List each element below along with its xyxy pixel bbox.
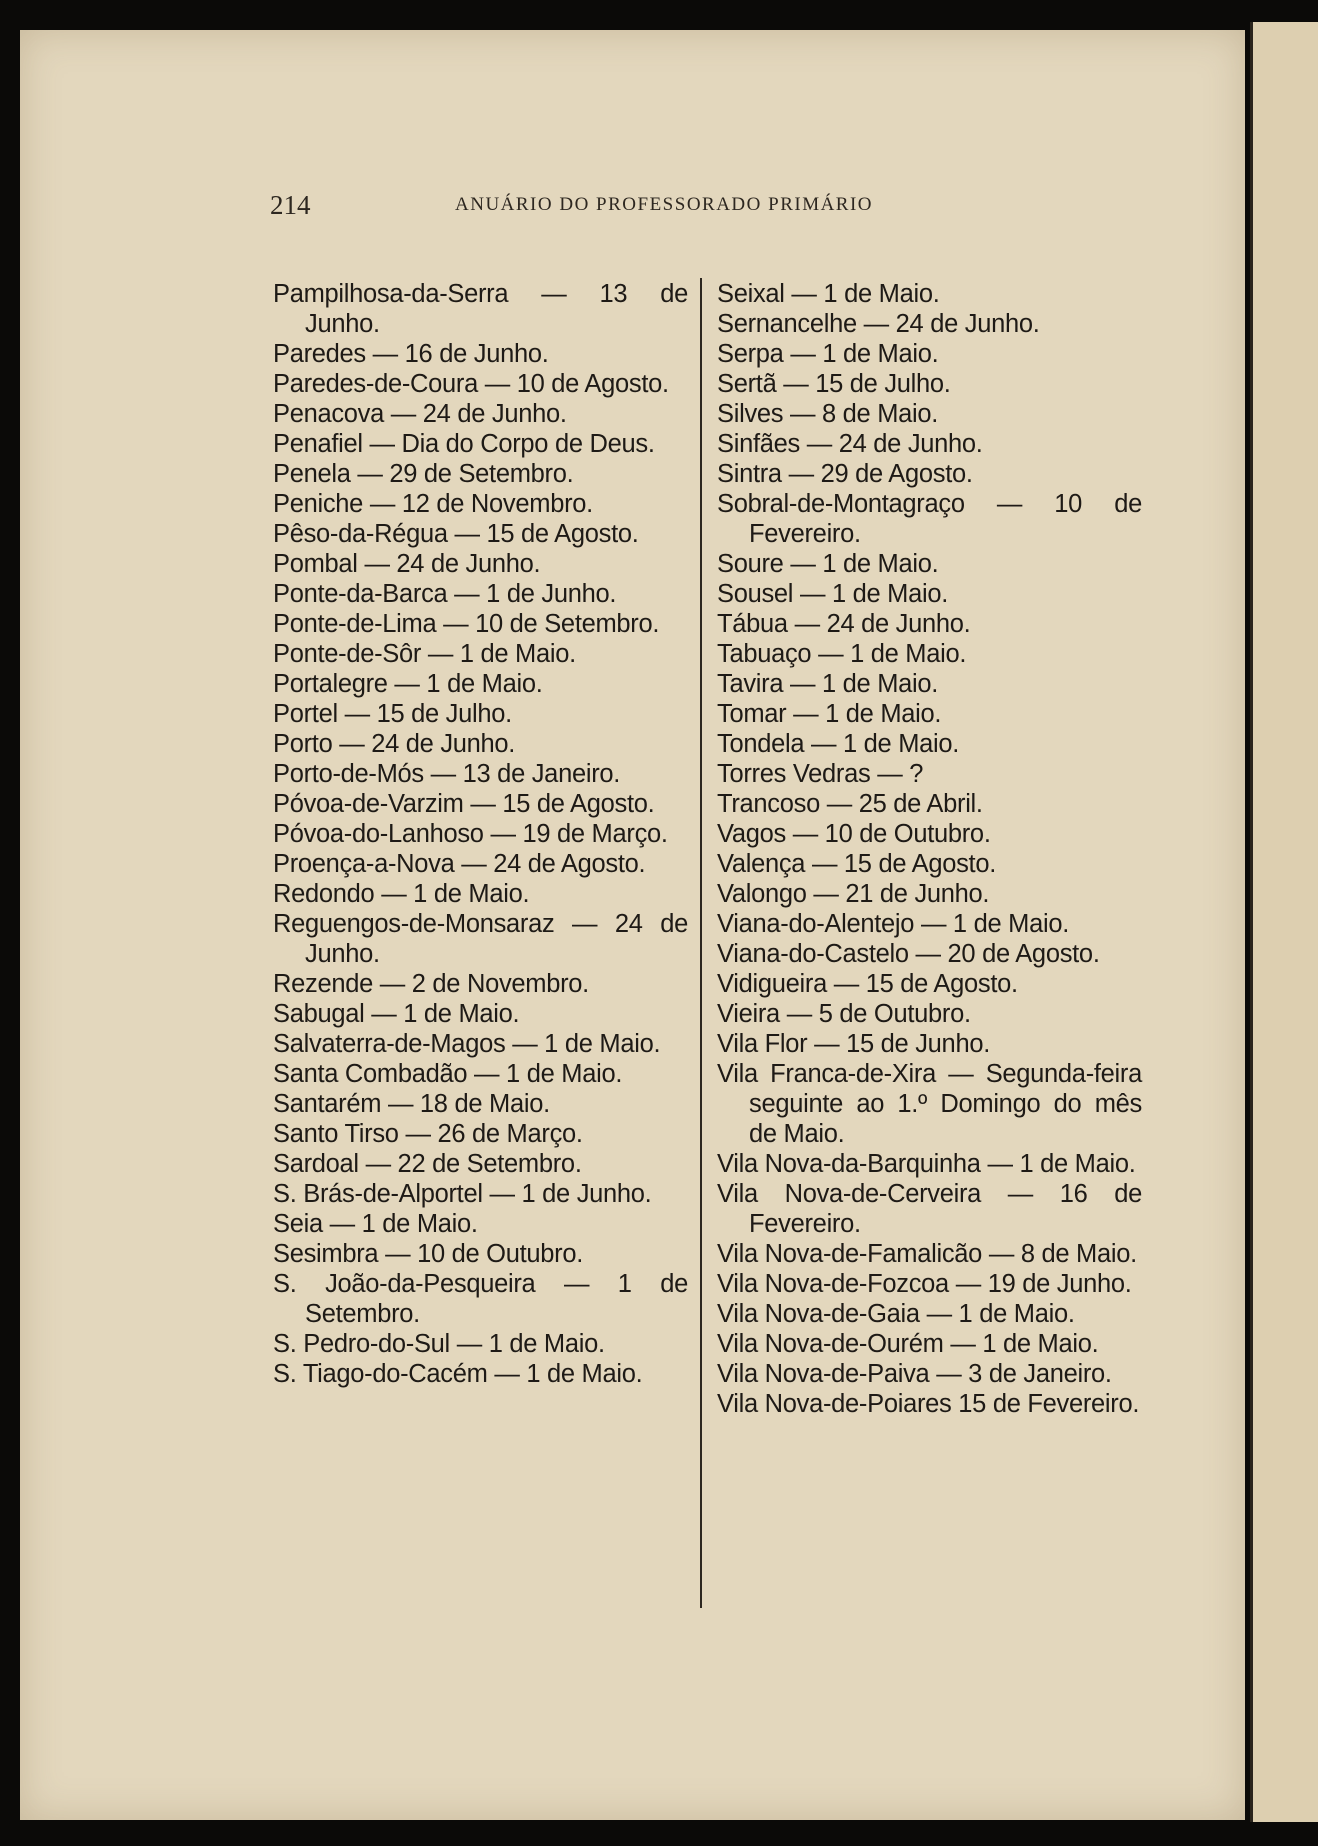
municipality-holiday-entry: Seia — 1 de Maio. bbox=[273, 1210, 478, 1238]
municipality-holiday-entry: Tabuaço — 1 de Maio. bbox=[717, 640, 967, 668]
municipality-holiday-entry: Penafiel — Dia do Corpo de Deus. bbox=[273, 430, 655, 458]
municipality-holiday-entry: Sinfães — 24 de Junho. bbox=[717, 430, 983, 458]
municipality-holiday-entry: Vila Nova-de-Fozcoa — 19 de Junho. bbox=[717, 1270, 1132, 1298]
municipality-holiday-entry: Vila Nova-de-Poiares 15 de Fevereiro. bbox=[717, 1390, 1140, 1418]
municipality-holiday-entry: Vila Nova-de-Ourém — 1 de Maio. bbox=[717, 1330, 1099, 1358]
municipality-holiday-entry: Penela — 29 de Setembro. bbox=[273, 460, 574, 488]
municipality-holiday-entry: Santo Tirso — 26 de Março. bbox=[273, 1120, 583, 1148]
municipality-holiday-entry: Vidigueira — 15 de Agosto. bbox=[717, 970, 1018, 998]
municipality-holiday-entry: S. Pedro-do-Sul — 1 de Maio. bbox=[273, 1330, 605, 1358]
municipality-holiday-entry: Pêso-da-Régua — 15 de Agosto. bbox=[273, 520, 639, 548]
municipality-holiday-entry: Sardoal — 22 de Setembro. bbox=[273, 1150, 582, 1178]
municipality-holiday-entry: Silves — 8 de Maio. bbox=[717, 400, 939, 428]
municipality-holiday-entry: Rezende — 2 de Novembro. bbox=[273, 970, 589, 998]
municipality-holiday-entry: Ponte-de-Sôr — 1 de Maio. bbox=[273, 640, 576, 668]
left-column bbox=[273, 279, 688, 1389]
municipality-holiday-entry: Tomar — 1 de Maio. bbox=[717, 700, 942, 728]
municipality-holiday-entry: Paredes — 16 de Junho. bbox=[273, 340, 549, 368]
municipality-holiday-entry: Paredes-de-Coura — 10 de Agosto. bbox=[273, 370, 669, 398]
municipality-holiday-entry: Porto-de-Mós — 13 de Janeiro. bbox=[273, 760, 621, 788]
municipality-holiday-entry: Vieira — 5 de Outubro. bbox=[717, 1000, 971, 1028]
facing-page-edge bbox=[1250, 22, 1318, 1822]
running-title: ANUÁRIO DO PROFESSORADO PRIMÁRIO bbox=[455, 194, 874, 215]
municipality-holiday-entry: Sernancelhe — 24 de Junho. bbox=[717, 310, 1040, 338]
municipality-holiday-entry: Pampilhosa-da-Serra — 13 de Junho. bbox=[273, 280, 688, 338]
right-column bbox=[717, 279, 1142, 1419]
municipality-holiday-entry: Sousel — 1 de Maio. bbox=[717, 580, 949, 608]
municipality-holiday-entry: Penacova — 24 de Junho. bbox=[273, 400, 567, 428]
municipality-holiday-entry: S. João-da-Pesqueira — 1 de Setembro. bbox=[273, 1270, 688, 1328]
municipality-holiday-entry: Póvoa-do-Lanhoso — 19 de Março. bbox=[273, 820, 668, 848]
municipality-holiday-entry: S. Tiago-do-Cacém — 1 de Maio. bbox=[273, 1360, 643, 1388]
municipality-holiday-entry: Salvaterra-de-Magos — 1 de Maio. bbox=[273, 1030, 661, 1058]
municipality-holiday-entry: Vila Nova-de-Famalicão — 8 de Maio. bbox=[717, 1240, 1137, 1268]
municipality-holiday-entry: Viana-do-Castelo — 20 de Agosto. bbox=[717, 940, 1100, 968]
municipality-holiday-entry: Serpa — 1 de Maio. bbox=[717, 340, 939, 368]
municipality-holiday-entry: Valença — 15 de Agosto. bbox=[717, 850, 996, 878]
municipality-holiday-entry: Vila Nova-de-Cerveira — 16 de Fevereiro. bbox=[717, 1180, 1142, 1238]
municipality-holiday-entry: Vila Nova-de-Gaia — 1 de Maio. bbox=[717, 1300, 1075, 1328]
municipality-holiday-entry: Vagos — 10 de Outubro. bbox=[717, 820, 991, 848]
municipality-holiday-entry: Sobral-de-Montagraço — 10 de Fevereiro. bbox=[717, 490, 1142, 548]
municipality-holiday-entry: Tavira — 1 de Maio. bbox=[717, 670, 939, 698]
municipality-holiday-entry: Sabugal — 1 de Maio. bbox=[273, 1000, 520, 1028]
municipality-holiday-entry: Vila Flor — 15 de Junho. bbox=[717, 1030, 990, 1058]
municipality-holiday-entry: Reguengos-de-Monsaraz — 24 de Junho. bbox=[273, 910, 688, 968]
municipality-holiday-entry: Sesimbra — 10 de Outubro. bbox=[273, 1240, 583, 1268]
municipality-holiday-entry: Tondela — 1 de Maio. bbox=[717, 730, 960, 758]
municipality-holiday-entry: Póvoa-de-Varzim — 15 de Agosto. bbox=[273, 790, 655, 818]
municipality-holiday-entry: Viana-do-Alentejo — 1 de Maio. bbox=[717, 910, 1069, 938]
municipality-holiday-entry: Santa Combadão — 1 de Maio. bbox=[273, 1060, 623, 1088]
municipality-holiday-entry: Soure — 1 de Maio. bbox=[717, 550, 939, 578]
municipality-holiday-entry: Peniche — 12 de Novembro. bbox=[273, 490, 593, 518]
page-number: 214 bbox=[270, 190, 311, 220]
municipality-holiday-entry: Ponte-de-Lima — 10 de Setembro. bbox=[273, 610, 660, 638]
municipality-holiday-entry: Vila Nova-da-Barquinha — 1 de Maio. bbox=[717, 1150, 1136, 1178]
municipality-holiday-entry: Vila Franca-de-Xira — Segunda-feira seguinte ao 1.º Domingo do mês de Maio. bbox=[717, 1060, 1142, 1148]
municipality-holiday-entry: Valongo — 21 de Junho. bbox=[717, 880, 990, 908]
municipality-holiday-entry: Torres Vedras — ? bbox=[717, 760, 924, 788]
municipality-holiday-entry: Seixal — 1 de Maio. bbox=[717, 280, 940, 308]
municipality-holiday-entry: Santarém — 18 de Maio. bbox=[273, 1090, 550, 1118]
municipality-holiday-entry: Pombal — 24 de Junho. bbox=[273, 550, 541, 578]
municipality-holiday-entry: Tábua — 24 de Junho. bbox=[717, 610, 971, 638]
municipality-holiday-entry: Redondo — 1 de Maio. bbox=[273, 880, 530, 908]
municipality-holiday-entry: Sertã — 15 de Julho. bbox=[717, 370, 951, 398]
municipality-holiday-entry: Porto — 24 de Junho. bbox=[273, 730, 516, 758]
municipality-holiday-entry: S. Brás-de-Alportel — 1 de Junho. bbox=[273, 1180, 652, 1208]
column-divider bbox=[700, 278, 702, 1608]
municipality-holiday-entry: Trancoso — 25 de Abril. bbox=[717, 790, 983, 818]
municipality-holiday-entry: Sintra — 29 de Agosto. bbox=[717, 460, 973, 488]
municipality-holiday-entry: Ponte-da-Barca — 1 de Junho. bbox=[273, 580, 617, 608]
municipality-holiday-entry: Vila Nova-de-Paiva — 3 de Janeiro. bbox=[717, 1360, 1112, 1388]
municipality-holiday-entry: Portel — 15 de Julho. bbox=[273, 700, 512, 728]
municipality-holiday-entry: Proença-a-Nova — 24 de Agosto. bbox=[273, 850, 646, 878]
municipality-holiday-entry: Portalegre — 1 de Maio. bbox=[273, 670, 543, 698]
